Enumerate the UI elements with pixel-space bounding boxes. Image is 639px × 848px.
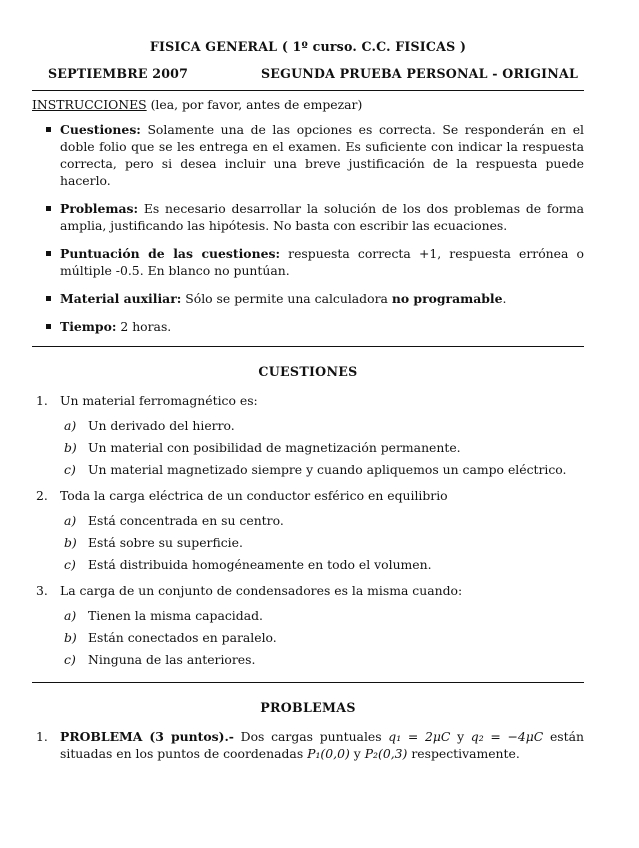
option-letter: b)	[64, 630, 77, 645]
option-text: Un material magnetizado siempre y cuando apliquemos un campo eléctrico.	[88, 462, 567, 477]
instruction-item	[44, 318, 584, 335]
instructions-note: (lea, por favor, antes de empezar)	[146, 97, 363, 112]
point-p2: P₂(0,3)	[364, 746, 408, 761]
question-number: 1.	[36, 393, 48, 408]
question-text: Un material ferromagnético es:	[60, 393, 258, 408]
option-letter: a)	[64, 513, 77, 528]
option-letter: b)	[64, 440, 77, 455]
exam-page	[32, 30, 584, 762]
problem-text: Dos cargas puntuales	[233, 729, 389, 744]
options-list	[60, 417, 584, 478]
option-letter: a)	[64, 418, 77, 433]
option-text: Están conectados en paralelo.	[88, 630, 277, 645]
problem-label: PROBLEMA (3 puntos).-	[60, 729, 234, 744]
problem-text: están situadas en los puntos de coordenadas	[60, 729, 584, 761]
options-list	[60, 512, 584, 573]
instruction-text: 2 horas.	[116, 319, 172, 334]
instruction-emphasis: no programable	[391, 291, 503, 306]
instruction-text: Solamente una de las opciones es correcta. Se responderán en el doble folio que se les entrega en el examen. Es suficiente con indicar la respuesta correcta, pero si desea incluir una breve justificación de la respuesta puede hacerlo.	[60, 122, 584, 188]
exam-subtitle	[32, 65, 584, 82]
option-text: Está concentrada en su centro.	[88, 513, 284, 528]
option-text: Un material con posibilidad de magnetización permanente.	[88, 440, 461, 455]
option-text: Tienen la misma capacidad.	[88, 608, 263, 623]
divider-instructions	[32, 346, 584, 347]
question-item	[32, 392, 584, 478]
option-item	[64, 512, 584, 529]
instruction-item	[44, 200, 584, 234]
problem-text: y	[450, 729, 471, 744]
option-letter: c)	[64, 652, 76, 667]
question-text: Toda la carga eléctrica de un conductor esférico en equilibrio	[60, 488, 448, 503]
instruction-text: Es necesario desarrollar la solución de los dos problemas de forma amplia, justificando las hipótesis. No basta con escribir las ecuaciones.	[60, 201, 584, 233]
option-item	[64, 651, 584, 668]
divider-cuestiones	[32, 682, 584, 683]
exam-date: SEPTIEMBRE 2007	[48, 66, 189, 81]
instruction-label: Puntuación de las cuestiones:	[60, 246, 281, 261]
point-p1: P₁(0,0)	[307, 746, 350, 761]
instructions-title: INSTRUCCIONES	[32, 97, 147, 112]
option-text: Está distribuida homogéneamente en todo el volumen.	[88, 557, 432, 572]
problem-text: respectivamente.	[407, 746, 520, 761]
instruction-tail: .	[502, 291, 507, 306]
problemas-title: PROBLEMAS	[260, 700, 356, 715]
question-item	[32, 582, 584, 668]
exam-type: SEGUNDA PRUEBA PERSONAL - ORIGINAL	[261, 66, 578, 81]
instruction-label: Material auxiliar:	[60, 291, 182, 306]
question-text: La carga de un conjunto de condensadores es la misma cuando:	[60, 583, 463, 598]
problem-item	[32, 728, 584, 762]
option-item	[64, 607, 584, 624]
divider-top	[32, 90, 584, 91]
option-letter: c)	[64, 462, 76, 477]
option-text: Un derivado del hierro.	[88, 418, 235, 433]
instruction-label: Tiempo:	[60, 319, 117, 334]
option-item	[64, 629, 584, 646]
option-item	[64, 461, 584, 478]
instruction-label: Problemas:	[60, 201, 139, 216]
instruction-item	[44, 290, 584, 307]
option-letter: c)	[64, 557, 76, 572]
option-item	[64, 534, 584, 551]
charge-q2: q₂ = −4μC	[470, 729, 544, 744]
instructions-list	[32, 121, 584, 335]
cuestiones-title: CUESTIONES	[258, 364, 358, 379]
question-item	[32, 487, 584, 573]
question-number: 3.	[36, 583, 48, 598]
option-item	[64, 439, 584, 456]
instruction-item	[44, 245, 584, 279]
problem-number: 1.	[36, 729, 48, 744]
option-letter: b)	[64, 535, 77, 550]
option-text: Ninguna de las anteriores.	[88, 652, 256, 667]
instructions-heading	[32, 96, 584, 113]
problem-text: y	[349, 746, 365, 761]
options-list	[60, 607, 584, 668]
questions-list	[32, 392, 584, 668]
option-text: Está sobre su superficie.	[88, 535, 243, 550]
option-item	[64, 556, 584, 573]
question-number: 2.	[36, 488, 48, 503]
instruction-text: Sólo se permite una calculadora	[181, 291, 392, 306]
option-item	[64, 417, 584, 434]
option-letter: a)	[64, 608, 77, 623]
instruction-item	[44, 121, 584, 189]
instruction-label: Cuestiones:	[60, 122, 141, 137]
instruction-text: respuesta correcta +1, respuesta errónea o múltiple -0.5. En blanco no puntúan.	[60, 246, 584, 278]
exam-title: FISICA GENERAL ( 1º curso. C.C. FISICAS )	[149, 39, 467, 54]
charge-q1: q₁ = 2μC	[388, 729, 451, 744]
